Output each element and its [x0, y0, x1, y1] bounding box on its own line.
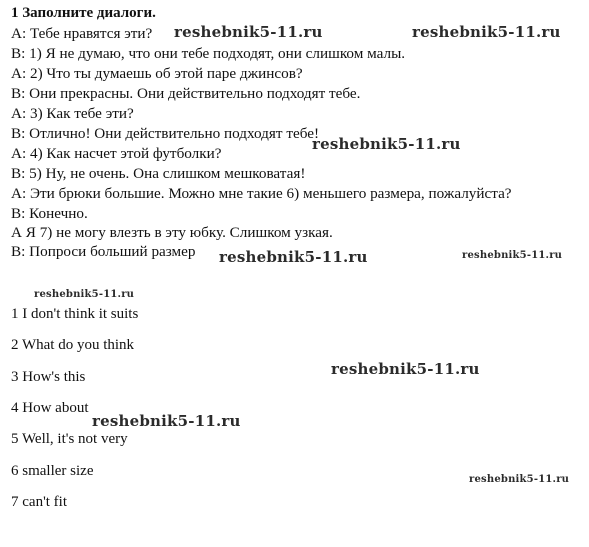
watermark: reshebnik5-11.ru	[469, 474, 570, 485]
watermark: reshebnik5-11.ru	[412, 23, 561, 41]
answer-7: 7 can't fit	[11, 494, 68, 510]
answer-3: 3 How's this	[11, 369, 86, 385]
answer-6: 6 smaller size	[11, 463, 94, 479]
watermark: reshebnik5-11.ru	[312, 135, 461, 153]
dialog-line-12: В: Попроси больший размер	[11, 243, 196, 260]
answer-2: 2 What do you think	[11, 337, 135, 353]
watermark: reshebnik5-11.ru	[219, 248, 368, 266]
dialog-line-10: В: Конечно.	[11, 205, 88, 222]
dialog-line-6: В: Отлично! Они действительно подходят тебе!	[11, 125, 320, 142]
dialog-line-8: В: 5) Ну, не очень. Она слишком мешковатая!	[11, 165, 306, 182]
watermark: reshebnik5-11.ru	[331, 360, 480, 378]
dialog-line-11: А Я 7) не могу влезть в эту юбку. Слишком узкая.	[11, 224, 333, 241]
dialog-line-4: В: Они прекрасны. Они действительно подходят тебе.	[11, 85, 361, 102]
dialog-line-2: В: 1) Я не думаю, что они тебе подходят, они слишком малы.	[11, 45, 406, 62]
exercise-title: 1 Заполните диалоги.	[11, 5, 156, 21]
dialog-line-5: А: 3) Как тебе эти?	[11, 105, 134, 122]
dialog-line-7: А: 4) Как насчет этой футболки?	[11, 145, 222, 162]
watermark: reshebnik5-11.ru	[174, 23, 323, 41]
answer-5: 5 Well, it's not very	[11, 431, 128, 447]
dialog-line-1: А: Тебе нравятся эти?	[11, 25, 153, 42]
watermark: reshebnik5-11.ru	[462, 250, 563, 261]
answer-4: 4 How about	[11, 400, 89, 416]
watermark: reshebnik5-11.ru	[34, 289, 135, 300]
answer-1: 1 I don't think it suits	[11, 306, 139, 322]
watermark: reshebnik5-11.ru	[92, 412, 241, 430]
dialog-line-9: А: Эти брюки большие. Можно мне такие 6) меньшего размера, пожалуйста?	[11, 185, 512, 202]
dialog-line-3: А: 2) Что ты думаешь об этой паре джинсов?	[11, 65, 303, 82]
